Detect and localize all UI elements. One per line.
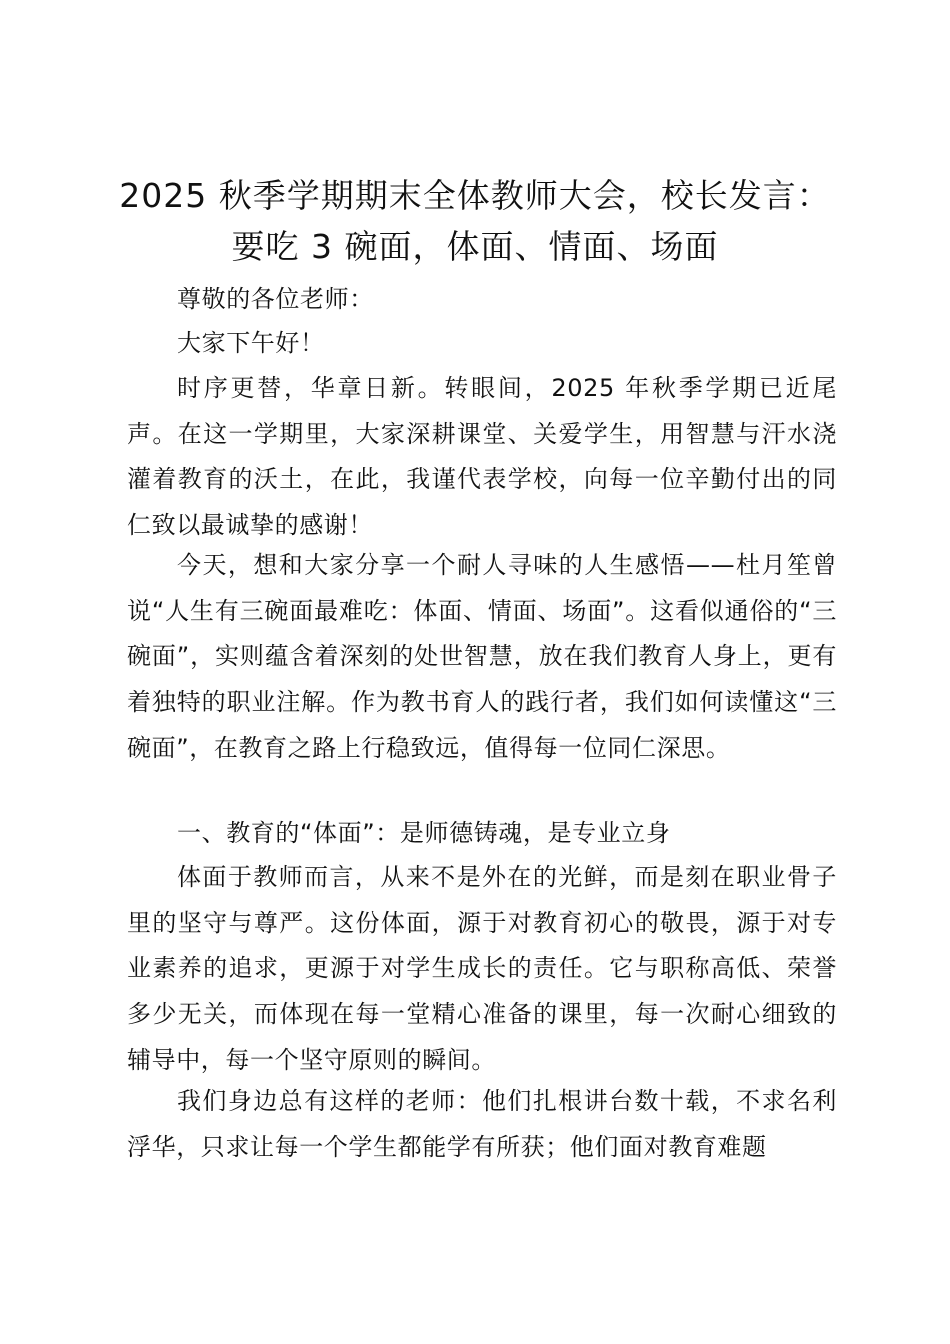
body-paragraph: 体面于教师而言，从来不是外在的光鲜，而是刻在职业骨子里的坚守与尊严。这份体面，源于对教育初心的敬畏，源于对专业素养的追求，更源于对学生成长的责任。它与职称高低、荣誉多少无关，而体现在每一堂精心准备的课里，每一次耐心细致的辅导中，每一个坚守原则的瞬间。: [127, 863, 837, 1074]
section-heading: 一、教育的“体面”：是师德铸魂，是专业立身: [177, 819, 671, 847]
salutation: 尊敬的各位老师：: [177, 285, 374, 313]
document-title-line-1: 2025 秋季学期期末全体教师大会，校长发言：: [119, 176, 831, 215]
document-title-line-2: 要吃 3 碗面，体面、情面、场面: [231, 227, 719, 266]
body-paragraph: 时序更替，华章日新。转眼间，2025 年秋季学期已近尾声。在这一学期里，大家深耕课堂、关爱学生，用智慧与汗水浇灌着教育的沃土，在此，我谨代表学校，向每一位辛勤付出的同仁致以最诚挚的感谢！: [127, 374, 837, 540]
body-paragraph: 我们身边总有这样的老师：他们扎根讲台数十载，不求名利浮华，只求让每一个学生都能学有所获；他们面对教育难题: [127, 1087, 837, 1161]
body-paragraph: 今天，想和大家分享一个耐人寻味的人生感悟——杜月笙曾说“人生有三碗面最难吃：体面、情面、场面”。这看似通俗的“三碗面”，实则蕴含着深刻的处世智慧，放在我们教育人身上，更有着独特的职业注解。作为教书育人的践行者，我们如何读懂这“三碗面”，在教育之路上行稳致远，值得每一位同仁深思。: [127, 551, 837, 762]
greeting: 大家下午好！: [177, 329, 325, 357]
